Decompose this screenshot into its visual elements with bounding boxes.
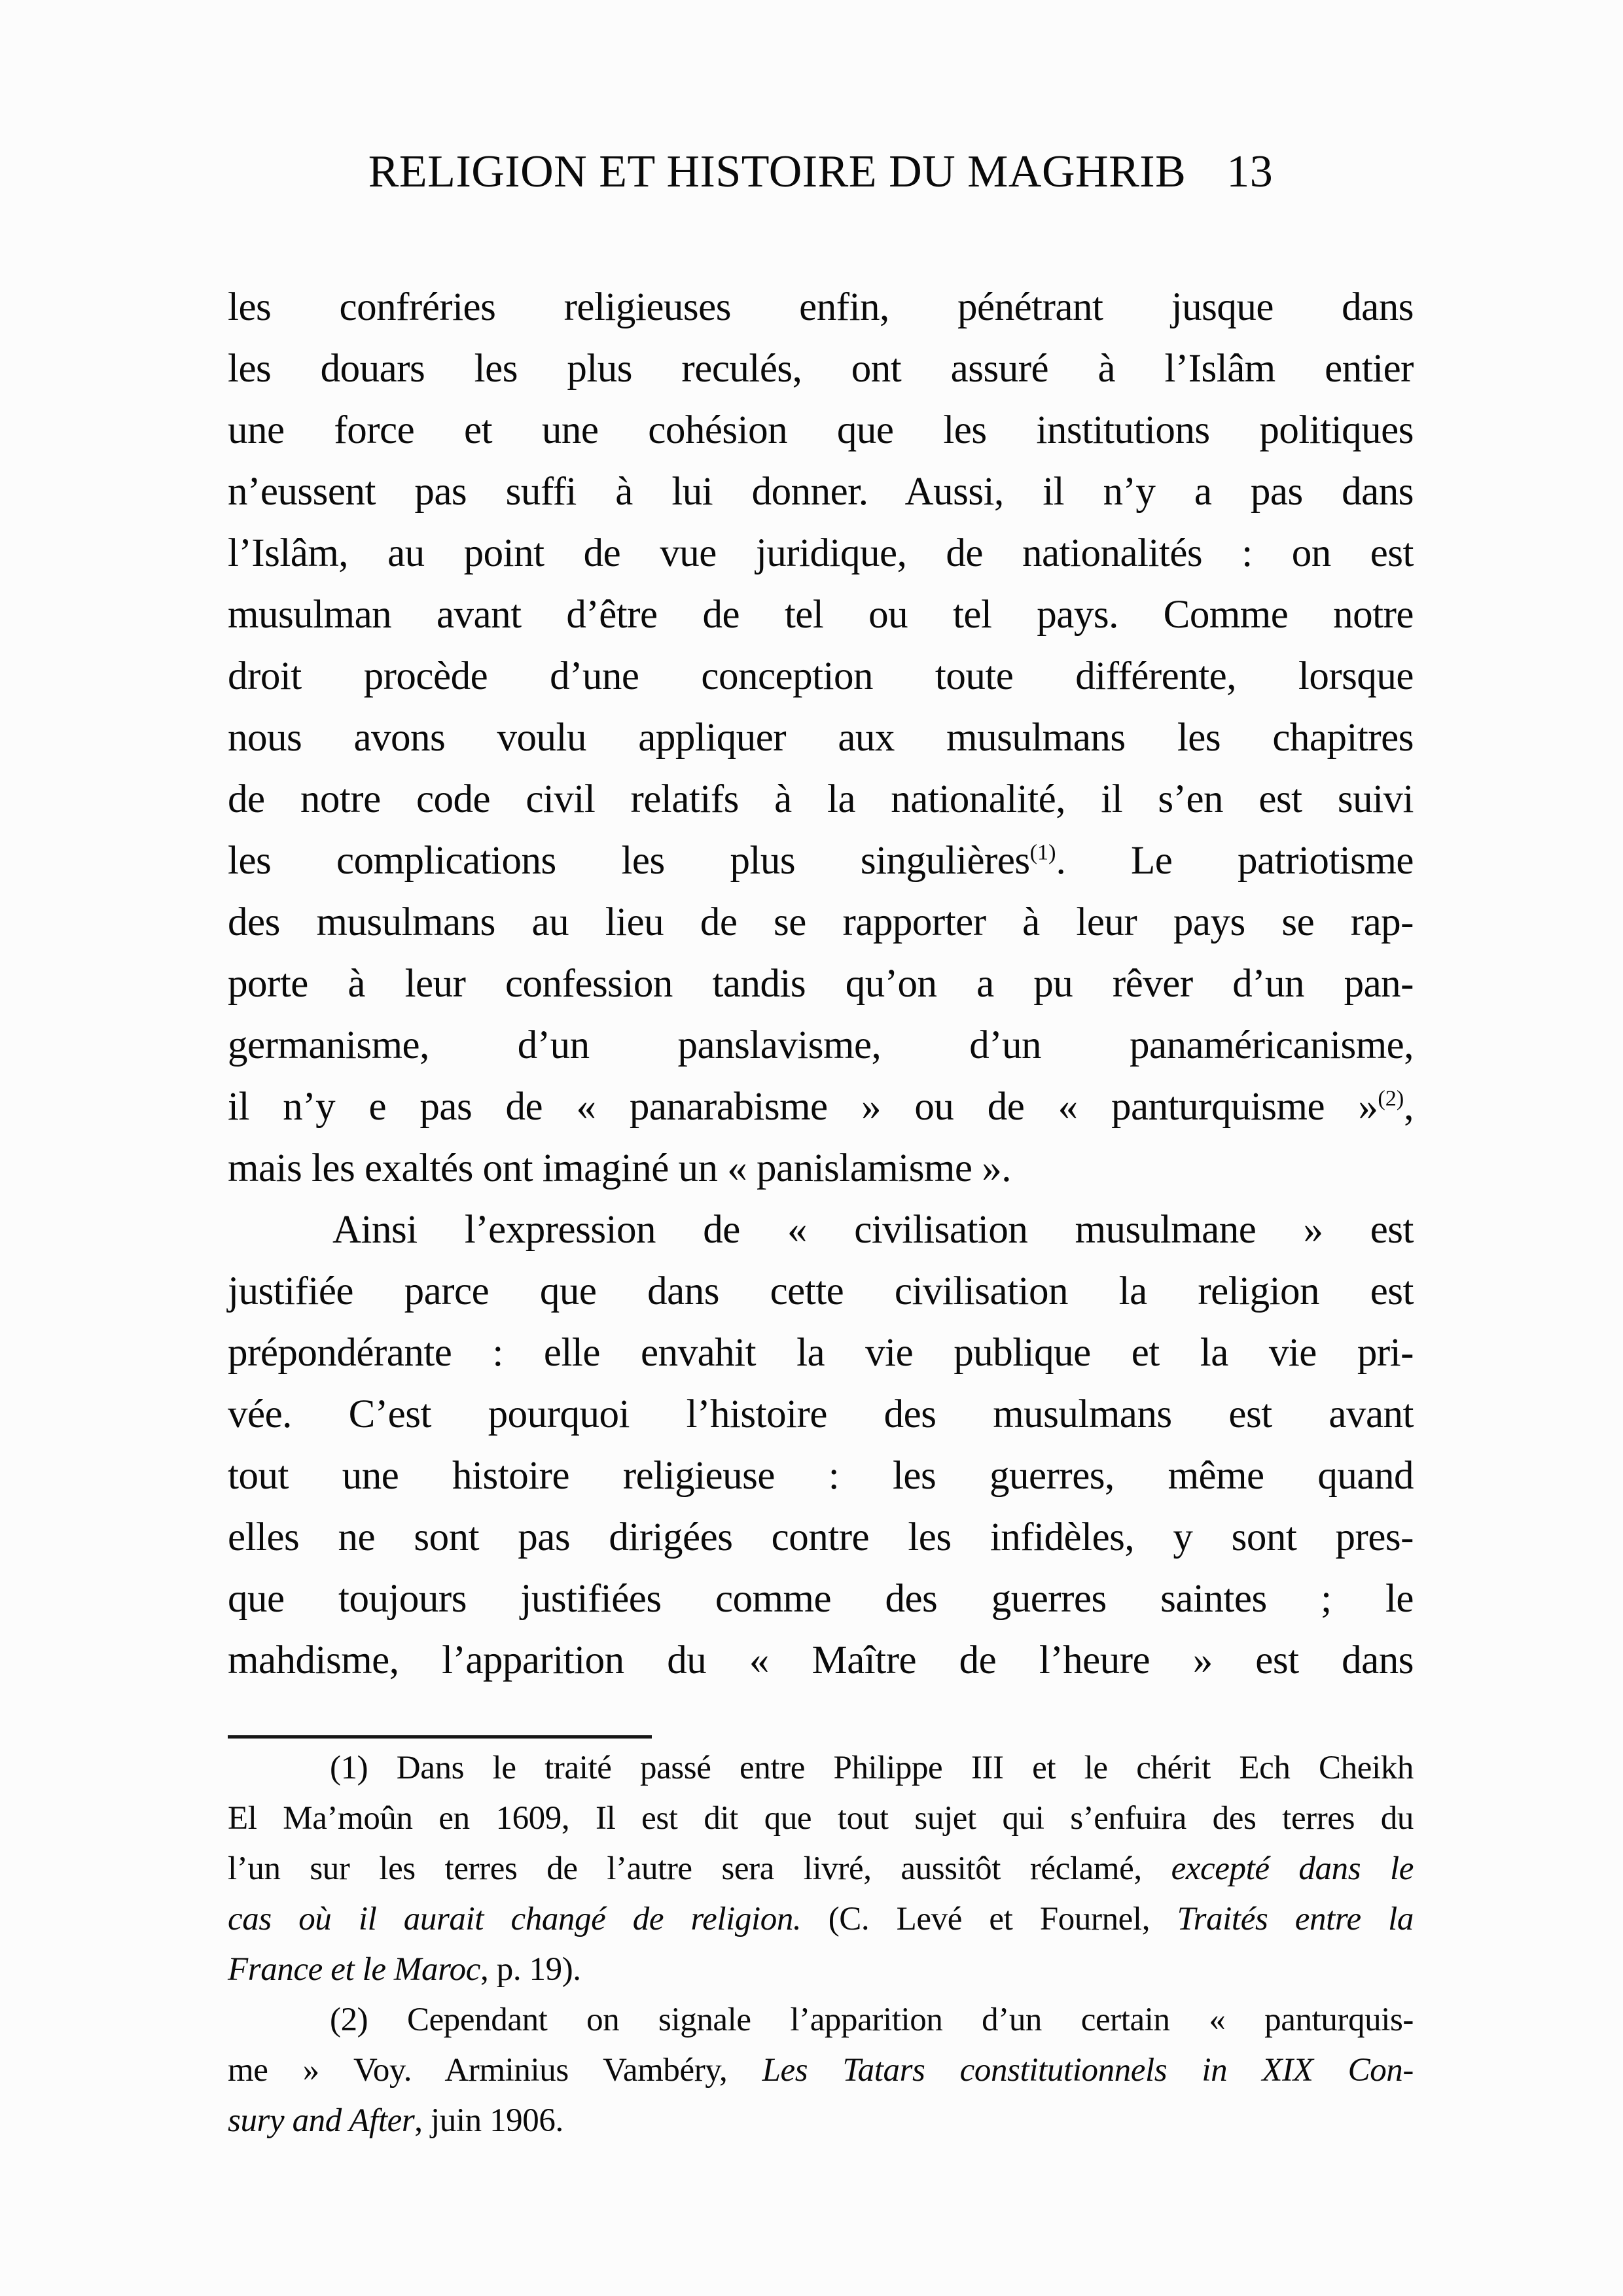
- text-segment: , juin 1906.: [414, 2102, 563, 2139]
- text-line: [228, 707, 1414, 769]
- text-segment: les complications les plus singulières: [228, 839, 1030, 883]
- body-text: [228, 277, 1414, 1691]
- text-segment: (1) Dans le traité passé entre Philippe III et le chérit Ech Cheikh: [330, 1750, 1414, 1786]
- text-segment: que toujours justifiées comme des guerres saintes ; le: [228, 1577, 1414, 1621]
- text-segment: il n’y e pas de « panarabisme » ou de « panturquisme »: [228, 1085, 1378, 1129]
- text-segment: tout une histoire religieuse : les guerres, même quand: [228, 1454, 1414, 1498]
- text-segment: de notre code civil relatifs à la nationalité, il s’en est suivi: [228, 777, 1414, 821]
- text-segment: ,: [1404, 1085, 1414, 1129]
- text-line: [228, 1076, 1414, 1138]
- text-segment: mais les exaltés ont imaginé un « panislamisme ».: [228, 1146, 1011, 1190]
- text-segment: des musulmans au lieu de se rapporter à leur pays se rap-: [228, 900, 1414, 944]
- text-line: [228, 1138, 1414, 1199]
- text-segment: (2) Cependant on signale l’apparition d’un certain « panturquis-: [330, 2002, 1414, 2038]
- text-line: [228, 2045, 1414, 2096]
- text-line: [228, 1445, 1414, 1507]
- text-segment: , p. 19).: [480, 1951, 581, 1988]
- page-number: 13: [1226, 147, 1274, 197]
- text-segment: l’un sur les terres de l’autre sera livré, aussitôt réclamé,: [228, 1850, 1171, 1887]
- text-line: [228, 1015, 1414, 1076]
- text-line: [228, 1507, 1414, 1568]
- text-segment: vée. C’est pourquoi l’histoire des musulmans est avant: [228, 1392, 1414, 1436]
- paragraph: [228, 1199, 1414, 1691]
- text-line: [228, 1894, 1414, 1945]
- footnote-reference: (1): [1029, 840, 1056, 865]
- text-segment: germanisme, d’un panslavisme, d’un panaméricanisme,: [228, 1023, 1414, 1067]
- footnote-reference: (2): [1378, 1086, 1404, 1111]
- text-segment: excepté dans le: [1171, 1850, 1414, 1887]
- text-line: [228, 523, 1414, 584]
- paragraph: [228, 1995, 1414, 2146]
- text-line: [228, 2096, 1414, 2146]
- text-segment: me » Voy. Arminius Vambéry,: [228, 2052, 762, 2089]
- text-segment: porte à leur confession tandis qu’on a pu rêver d’un pan-: [228, 962, 1414, 1006]
- text-line: [228, 830, 1414, 892]
- text-segment: El Ma’moûn en 1609, Il est dit que tout sujet qui s’enfuira des terres du: [228, 1800, 1414, 1837]
- text-segment: Traités entre la: [1177, 1901, 1414, 1937]
- text-line: [228, 1844, 1414, 1894]
- footnotes: [228, 1743, 1414, 2146]
- text-segment: elles ne sont pas dirigées contre les infidèles, y sont pres-: [228, 1515, 1414, 1559]
- text-segment: musulman avant d’être de tel ou tel pays. Comme notre: [228, 593, 1414, 637]
- text-line: [228, 1384, 1414, 1445]
- paragraph: [228, 277, 1414, 1199]
- text-segment: les douars les plus reculés, ont assuré à l’Islâm entier: [228, 347, 1414, 391]
- text-line: [228, 1322, 1414, 1384]
- text-segment: cas où il aurait changé de religion.: [228, 1901, 802, 1937]
- text-line: [228, 1261, 1414, 1322]
- paragraph: [228, 1743, 1414, 1995]
- text-segment: justifiée parce que dans cette civilisation la religion est: [228, 1269, 1414, 1313]
- text-line: [228, 400, 1414, 461]
- running-header: [228, 143, 1414, 202]
- text-line: [228, 1199, 1414, 1261]
- text-segment: n’eussent pas suffi à lui donner. Aussi, il n’y a pas dans: [228, 470, 1414, 514]
- text-segment: . Le patriotisme: [1056, 839, 1414, 883]
- text-segment: Ainsi l’expression de « civilisation musulmane » est: [332, 1208, 1414, 1252]
- text-segment: prépondérante : elle envahit la vie publique et la vie pri-: [228, 1331, 1414, 1375]
- text-line: [228, 461, 1414, 523]
- text-segment: Les Tatars constitutionnels in XIX Con-: [762, 2052, 1414, 2089]
- text-line: [228, 1743, 1414, 1793]
- text-segment: nous avons voulu appliquer aux musulmans les chapitres: [228, 716, 1414, 760]
- footnote-separator-rule: [228, 1735, 652, 1739]
- text-line: [228, 277, 1414, 338]
- text-line: [228, 1793, 1414, 1844]
- text-line: [228, 953, 1414, 1015]
- text-segment: les confréries religieuses enfin, pénétrant jusque dans: [228, 285, 1414, 329]
- text-line: [228, 769, 1414, 830]
- text-segment: mahdisme, l’apparition du « Maître de l’heure » est dans: [228, 1638, 1414, 1682]
- text-segment: l’Islâm, au point de vue juridique, de nationalités : on est: [228, 531, 1414, 575]
- text-line: [228, 892, 1414, 953]
- text-line: [228, 1995, 1414, 2045]
- text-line: [228, 584, 1414, 646]
- text-segment: droit procède d’une conception toute différente, lorsque: [228, 654, 1414, 698]
- header-title: RELIGION ET HISTOIRE DU MAGHRIB: [368, 147, 1186, 197]
- text-line: [228, 338, 1414, 400]
- text-segment: (C. Levé et Fournel,: [801, 1901, 1177, 1937]
- text-segment: sury and After: [228, 2102, 415, 2139]
- text-line: [228, 1568, 1414, 1630]
- text-line: [228, 1945, 1414, 1995]
- text-segment: une force et une cohésion que les institutions politiques: [228, 408, 1414, 452]
- text-line: [228, 646, 1414, 707]
- text-segment: France et le Maroc: [228, 1951, 481, 1988]
- text-line: [228, 1630, 1414, 1691]
